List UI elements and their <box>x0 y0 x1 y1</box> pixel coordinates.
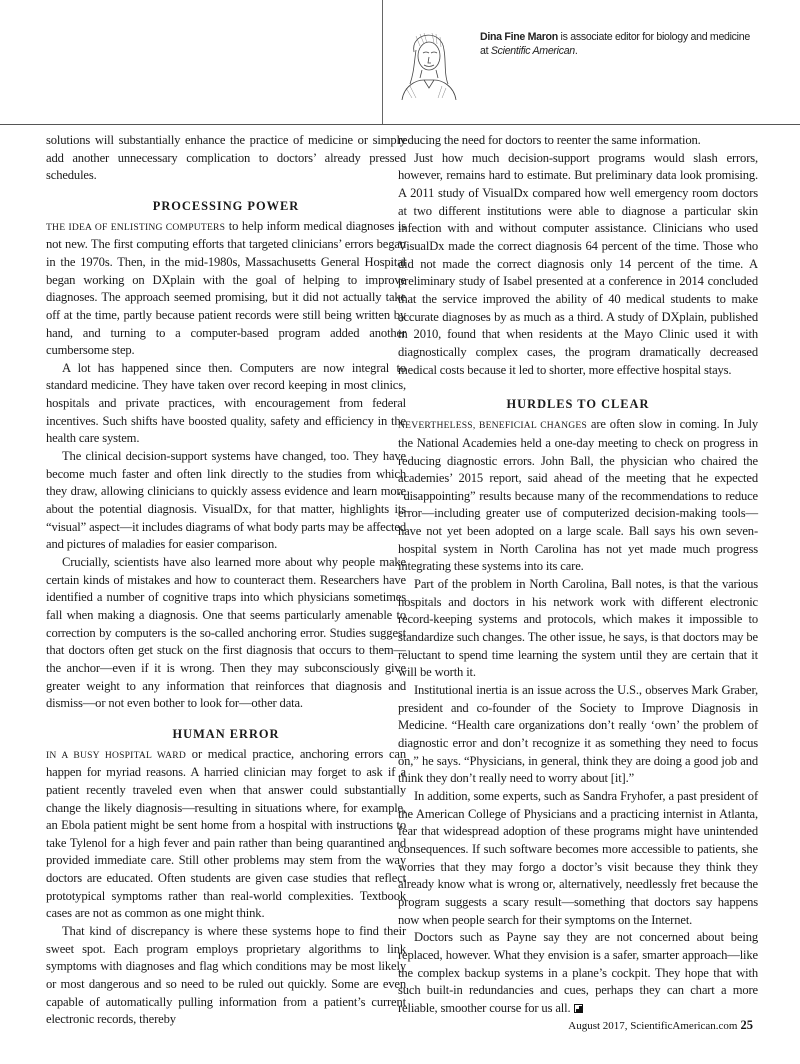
paragraph: That kind of discrepancy is where these systems hope to find their sweet spot. Each program employs proprietary algorithms to link symptoms with diagnoses and flag which conditions may be most likely or most dangerous and so need to be ruled out quickly. Some are even capable of automatically pulling information from a patient’s current electronic records, thereby <box>46 924 406 1027</box>
paragraph: Crucially, scientists have also learned more about why people make certain kinds of mistakes and how to counteract them. Researchers have identified a number of cognitive traps into which physicians sometimes fall when making a diagnosis. One that seems particularly amenable to correction by computers is the so-called anchoring error. Studies suggest that doctors often get stuck on the first diagnosis that occurs to them—the anchor—even if it is wrong. Then they may subconsciously give greater weight to any information that reinforces that diagnosis and dismiss—or not even bother to look for—other data. <box>46 555 406 711</box>
author-bio-line2-prefix: at <box>480 45 491 57</box>
author-portrait <box>396 22 460 100</box>
left-column <box>46 132 406 1029</box>
right-column <box>398 132 758 1018</box>
issue-info: August 2017, ScientificAmerican.com <box>568 1020 738 1032</box>
paragraph: solutions will substantially enhance the practice of medicine or simply add another unnecessary complication to doctors’ already pressed schedules. <box>46 133 406 183</box>
page-footer <box>568 1018 753 1033</box>
lead-in: IN A BUSY HOSPITAL WARD <box>46 749 186 761</box>
section-heading-processing-power: PROCESSING POWER <box>152 198 300 213</box>
paragraph: In addition, some experts, such as Sandra Fryhofer, a past president of the American College of Physicians and a practicing internist in Atlanta, fear that widespread adoption of these programs might have unintended consequences. If such software becomes more accessible to patients, she worries that they may forgo a doctor’s visit because they think they already know what is wrong or, alternatively, needlessly fret because the program suggests a scary result—something that doctors say happens now when people search for their symptoms on the Internet. <box>398 788 758 927</box>
paragraph: Just how much decision-support programs would slash errors, however, remains hard to estimate. But preliminary data look promising. A 2011 study of VisualDx compared how well emergency room doctors at two different institutions were able to diagnose a particular skin infection with and without computer assistance. Clinicians who used VisualDx made the correct diagnosis 64 percent of the time. Those who did not made the correct diagnosis only 14 percent of the time. A preliminary study of Isabel presented at a conference in 2014 concluded that the service improved the ability of 40 medical students to make accurate diagnoses by as much as a third. A study of DXplain, published in 2010, found that when residents at the Mayo Clinic used it with diagnostically complex cases, the program dramatically decreased medical costs because it led to shorter, more effective hospital stays. <box>398 150 758 377</box>
paragraph: Part of the problem in North Carolina, Ball notes, is that the various hospitals and doctors in his network work with different electronic record-keeping systems and protocols, which makes it impossible to standardize such changes. The other issue, he says, is that doctors may be reluctant to spend time learning the system until they are certain that it will be worth it. <box>398 577 758 680</box>
page-number: 25 <box>740 1018 753 1032</box>
paragraph: Doctors such as Payne say they are not concerned about being replaced, however. What they envision is a safer, smarter approach—like the complex backup systems in a plane’s cockpit. They hope that with such built-in redundancies and cues, perhaps they can chart a more reliable, smoother course for us all. <box>398 930 758 1015</box>
paragraph: A lot has happened since then. Computers are now integral to standard medicine. They have taken over record keeping in most clinics, hospitals and private practices, with encouragement from federal incentives. Such shifts have boosted quality, safety and efficiency in the health care system. <box>46 360 406 446</box>
lead-in: THE IDEA OF ENLISTING COMPUTERS <box>46 221 226 233</box>
header-rule <box>0 124 800 125</box>
end-mark-icon <box>574 1004 583 1013</box>
paragraph: The clinical decision-support systems have changed, too. They have become much faster and often link directly to the studies from which they draw, allowing clinicians to quickly assess evidence and learn more about the potential diagnosis. VisualDx, for that matter, highlights its “visual” aspect—it includes diagrams of what body parts may be affected and pictures of maladies for easier comparison. <box>46 449 406 552</box>
paragraph: reducing the need for doctors to reenter the same information. <box>398 133 701 147</box>
paragraph: IN A BUSY HOSPITAL WARD or medical practice, anchoring errors can happen for myriad reasons. A harried clinician may forget to ask if a patient recently traveled even when that answer could substantially change the likely diagnosis—resulting in situations where, for example, an Ebola patient might be sent home from a hospital with instructions to take Tylenol for a high fever and pain rather than being quarantined and provided immediate care. Still other problems may stem from the way doctors are educated. Often students are given case studies that reflect prototypical symptoms rather than real-world complexities. Textbook cases are not as common as one might think. <box>46 746 406 921</box>
author-bio-box <box>382 0 800 124</box>
author-bio-line1: is associate editor for biology and medicine <box>557 31 750 43</box>
author-bio <box>480 30 780 58</box>
bio-divider <box>382 0 383 124</box>
publication-name: Scientific American <box>490 45 575 57</box>
paragraph: THE IDEA OF ENLISTING COMPUTERS to help inform medical diagnoses is not new. The first computing efforts that targeted clinicians’ errors began in the 1970s. Then, in the mid-1980s, Massachusetts General Hospital began working on DXplain with the goal of helping to improve diagnoses. The approach seemed promising, but it did not actually take off at the time, partly because patient records were still being written by hand, and turning to a computer-based program added another cumbersome step. <box>46 218 406 358</box>
section-heading-human-error: HUMAN ERROR <box>172 726 280 741</box>
author-bio-line2-suffix: . <box>574 45 578 57</box>
lead-in: NEVERTHELESS, BENEFICIAL CHANGES <box>398 420 587 432</box>
section-heading-hurdles-to-clear: HURDLES TO CLEAR <box>506 397 650 412</box>
paragraph: NEVERTHELESS, BENEFICIAL CHANGES are often slow in coming. In July the National Academies held a one-day meeting to check on progress in reducing diagnostic errors. John Ball, the physician who chaired the academies’ 2015 report, said ahead of the meeting that he expected “disappointing” results because many of the recommendations to reduce error—including greater use of computerized decision-making tools—have not yet been adopted on a large scale. Ball says his own seven-hospital system in North Carolina has not yet made much progress integrating these systems into its care. <box>398 417 758 574</box>
author-name: Dina Fine Maron <box>480 31 558 43</box>
paragraph: Institutional inertia is an issue across the U.S., observes Mark Graber, president and co-founder of the Society to Improve Diagnosis in Medicine. “Health care organizations don’t really ‘own’ the problem of diagnostic error and don’t recognize it as something they need to focus on,” he says. “Physicians, in general, think they are doing a good job and think they don’t really need to worry about [it].” <box>398 683 758 786</box>
